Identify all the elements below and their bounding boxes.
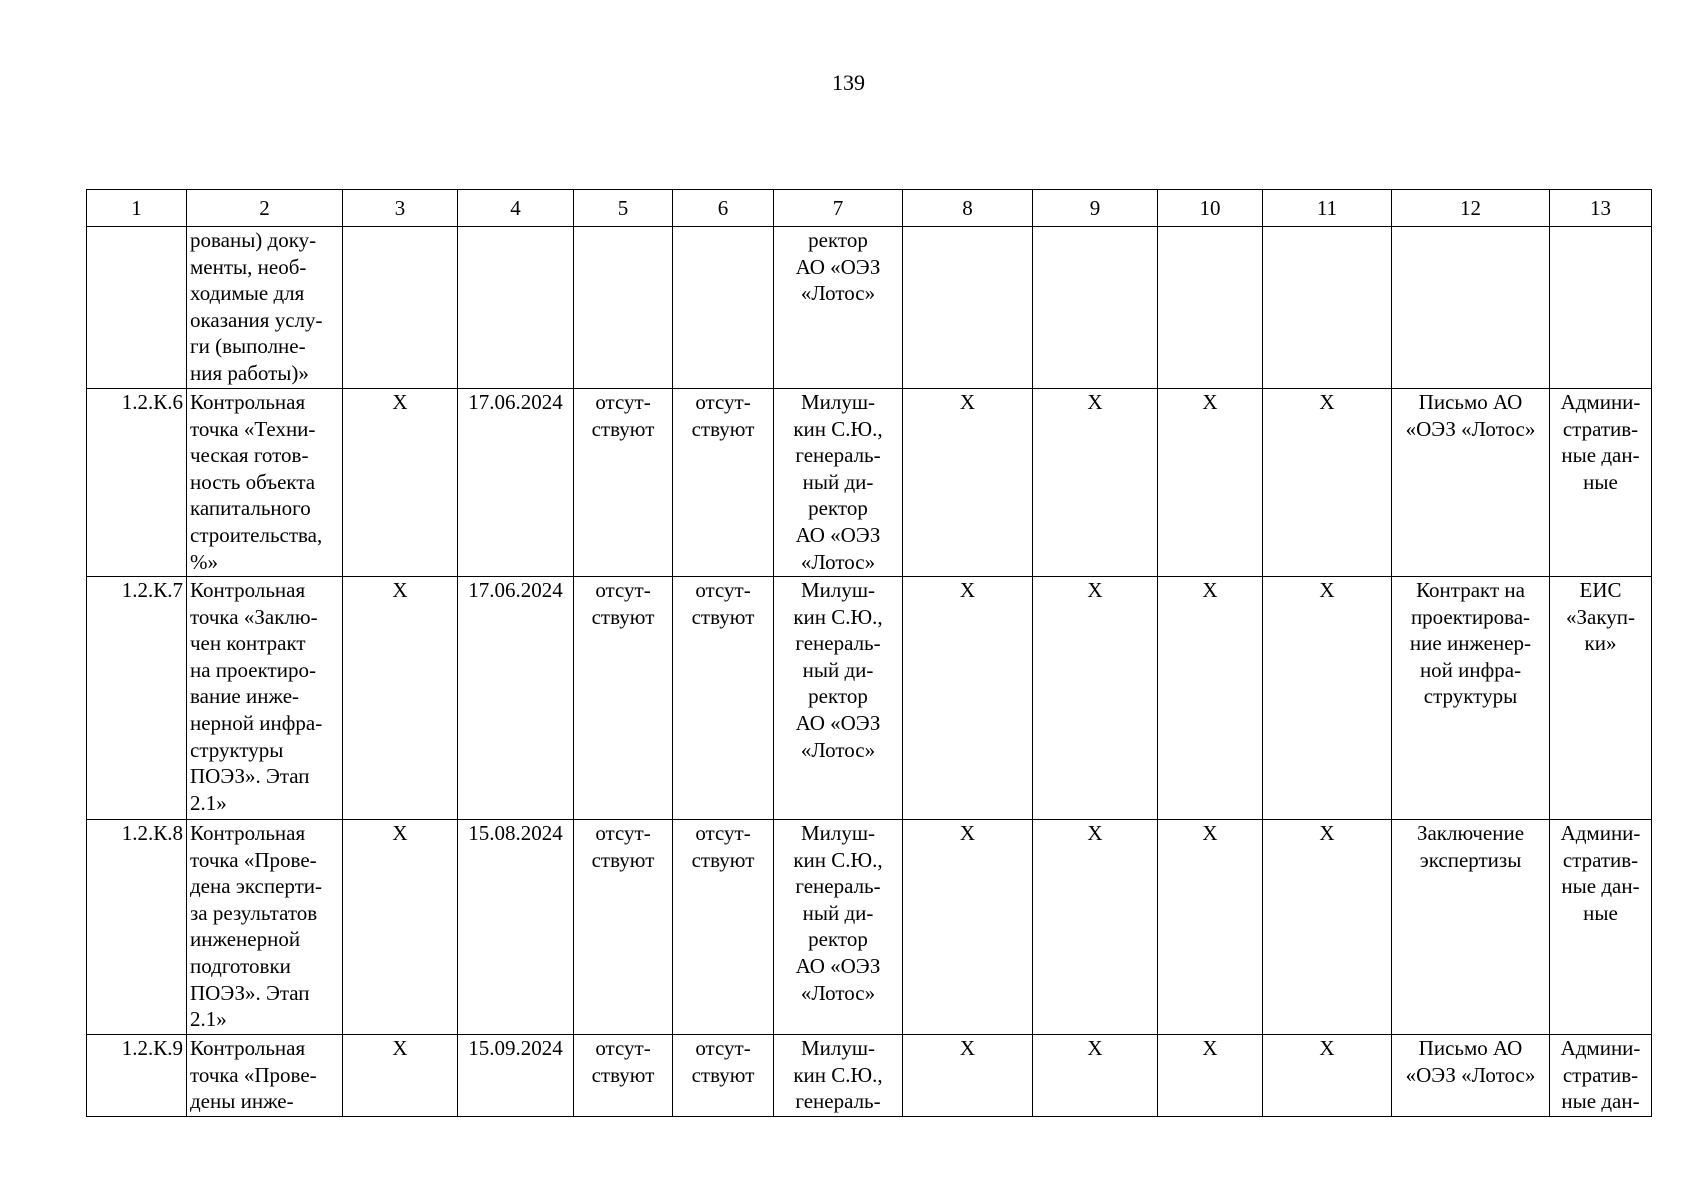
table-cell (1392, 820, 1550, 1035)
header-row (87, 190, 1652, 227)
cell-line: точка «Техни- (190, 416, 316, 441)
cell-line: 17.06.2024 (468, 578, 563, 602)
page-number: 139 (832, 70, 865, 95)
table-cell (1033, 1035, 1158, 1117)
cell-line: Милуш- (800, 390, 876, 414)
cell-line: ректор (808, 228, 868, 252)
cell-line: генераль- (795, 631, 881, 656)
cell-line: Админи- (1560, 390, 1641, 414)
cell-line: Х (959, 578, 976, 602)
table-cell (1033, 389, 1158, 577)
cell-line: отсут- (695, 1036, 751, 1060)
table-cell (1158, 1035, 1263, 1117)
cell-line: отсут- (595, 821, 651, 845)
table-cell (1263, 389, 1392, 577)
table-cell (1263, 1035, 1392, 1117)
cell-line: ный ди- (802, 657, 874, 682)
table-row (87, 820, 1652, 1035)
cell-line: ние инженер- (1409, 631, 1532, 656)
cell-line: ЕИС (1579, 578, 1622, 602)
cell-line: «Закуп- (1566, 604, 1635, 629)
table-cell (1033, 227, 1158, 389)
cell-line: строительства, (190, 522, 323, 547)
cell-line: ный ди- (802, 900, 874, 925)
cell-line: ПОЭЗ». Этап (190, 764, 310, 789)
table-cell (1392, 227, 1550, 389)
cell-line: Милуш- (800, 1036, 876, 1060)
cell-line: ной инфра- (1419, 657, 1522, 682)
cell-line: ные дан- (1561, 1089, 1640, 1114)
table-cell (343, 820, 458, 1035)
table-cell (774, 389, 903, 577)
cell-line: ные (1583, 469, 1618, 494)
cell-line: «Лотос» (800, 281, 876, 306)
table-cell (343, 389, 458, 577)
cell-line: чен контракт (190, 631, 306, 656)
cell-line: ки» (1584, 631, 1617, 656)
cell-line: 15.08.2024 (468, 821, 563, 845)
cell-line: стратив- (1562, 847, 1639, 872)
table-cell (1033, 577, 1158, 820)
cell-line: Х (1087, 390, 1103, 414)
cell-line: Х (1319, 390, 1335, 414)
table-cell (87, 1035, 187, 1117)
cell-line: «Лотос» (800, 737, 876, 762)
table-cell (1158, 577, 1263, 820)
cell-line: «ОЭЗ «Лотос» (1405, 1062, 1536, 1087)
table-cell (673, 227, 774, 389)
table-cell (458, 389, 574, 577)
cell-line: отсут- (595, 390, 651, 414)
cell-line: инженерной (190, 927, 301, 952)
table-cell (1550, 577, 1652, 820)
cell-line: 1.2.К.8 (121, 821, 183, 845)
cell-line: Контракт на (1416, 578, 1525, 602)
cell-line: Контрольная (190, 821, 306, 845)
table-cell (673, 577, 774, 820)
table-cell (574, 389, 673, 577)
table-cell (343, 1035, 458, 1117)
cell-line: 1.2.К.6 (121, 390, 183, 414)
table-cell (343, 227, 458, 389)
table-cell (774, 577, 903, 820)
cell-line: кин С.Ю., (793, 1062, 883, 1087)
cell-line: Х (1087, 578, 1103, 602)
table-cell (187, 577, 343, 820)
cell-line: Х (1087, 1036, 1103, 1060)
cell-line: ные (1583, 900, 1618, 925)
table-cell (1550, 227, 1652, 389)
cell-line: АО «ОЭЗ (795, 710, 881, 735)
table-cell (1550, 389, 1652, 577)
cell-line: генераль- (795, 874, 881, 899)
header-cell: 8 (903, 190, 1033, 227)
header-cell: 13 (1550, 190, 1652, 227)
cell-line: Х (1202, 578, 1218, 602)
cell-line: ния работы)» (190, 360, 309, 385)
cell-line: АО «ОЭЗ (795, 953, 881, 978)
cell-line: ствуют (691, 416, 755, 441)
cell-line: подготовки (190, 953, 291, 978)
cell-line: Х (392, 578, 408, 602)
cell-line: генераль- (795, 1089, 881, 1114)
header-cell: 3 (343, 190, 458, 227)
header-cell: 1 (87, 190, 187, 227)
table-cell (187, 389, 343, 577)
table-cell (903, 577, 1033, 820)
cell-line: Х (959, 1036, 976, 1060)
cell-line: Админи- (1560, 1036, 1641, 1060)
table-cell (458, 1035, 574, 1117)
header-cell: 4 (458, 190, 574, 227)
cell-line: Контрольная (190, 390, 306, 414)
cell-line: рованы) доку- (190, 228, 317, 252)
cell-line: ги (выполне- (190, 334, 306, 359)
table-body (87, 190, 1652, 1117)
table-cell (458, 227, 574, 389)
cell-line: Х (392, 390, 408, 414)
table-cell (673, 820, 774, 1035)
table-cell (458, 577, 574, 820)
table-cell (574, 1035, 673, 1117)
cell-line: кин С.Ю., (793, 847, 883, 872)
cell-line: ствуют (691, 847, 755, 872)
cell-line: Милуш- (800, 578, 876, 602)
cell-line: ствуют (591, 416, 655, 441)
cell-line: экспертизы (1419, 847, 1522, 872)
cell-line: Контрольная (190, 578, 306, 602)
table-cell (673, 389, 774, 577)
table-cell (87, 389, 187, 577)
cell-line: ректор (808, 496, 868, 521)
milestones-table (86, 189, 1652, 1117)
cell-line: дены инже- (190, 1089, 294, 1114)
table-cell (574, 820, 673, 1035)
cell-line: 2.1» (190, 1007, 227, 1032)
cell-line: нерной инфра- (190, 710, 323, 735)
table-cell (1392, 577, 1550, 820)
table-cell (774, 1035, 903, 1117)
cell-line: Контрольная (190, 1036, 306, 1060)
table-cell (87, 577, 187, 820)
cell-line: проектирова- (1410, 604, 1531, 629)
table-cell (574, 577, 673, 820)
cell-line: ные дан- (1561, 874, 1640, 899)
header-cell: 2 (187, 190, 343, 227)
cell-line: структуры (1423, 684, 1518, 709)
table-cell (1158, 820, 1263, 1035)
cell-line: оказания услу- (190, 307, 323, 332)
cell-line: АО «ОЭЗ (795, 254, 881, 279)
table-cell (1263, 227, 1392, 389)
cell-line: за результатов (190, 900, 318, 925)
cell-line: на проектиро- (190, 657, 316, 682)
cell-line: Милуш- (800, 821, 876, 845)
cell-line: Х (1202, 1036, 1218, 1060)
header-cell: 12 (1392, 190, 1550, 227)
header-cell: 7 (774, 190, 903, 227)
cell-line: Админи- (1560, 821, 1641, 845)
table-cell (87, 820, 187, 1035)
cell-line: ческая готов- (190, 443, 309, 468)
cell-line: ректор (808, 684, 868, 709)
cell-line: ность объекта (190, 469, 316, 494)
cell-line: Х (959, 390, 976, 414)
table-cell (673, 1035, 774, 1117)
cell-line: Х (392, 1036, 408, 1060)
table-cell (187, 227, 343, 389)
header-cell: 10 (1158, 190, 1263, 227)
cell-line: 15.09.2024 (468, 1036, 563, 1060)
cell-line: ные дан- (1561, 443, 1640, 468)
cell-line: точка «Прове- (190, 1062, 317, 1087)
cell-line: %» (190, 549, 218, 574)
table-cell (774, 227, 903, 389)
header-cell: 6 (673, 190, 774, 227)
cell-line: Х (1319, 1036, 1335, 1060)
cell-line: 1.2.К.9 (121, 1036, 183, 1060)
cell-line: отсут- (695, 821, 751, 845)
cell-line: отсут- (695, 578, 751, 602)
cell-line: ходимые для (190, 281, 305, 306)
cell-line: ректор (808, 927, 868, 952)
table-cell (903, 820, 1033, 1035)
table-cell (903, 227, 1033, 389)
cell-line: ный ди- (802, 469, 874, 494)
cell-line: Х (1319, 578, 1335, 602)
cell-line: точка «Заклю- (190, 604, 318, 629)
table-cell (903, 1035, 1033, 1117)
cell-line: генераль- (795, 443, 881, 468)
cell-line: ствуют (591, 604, 655, 629)
cell-line: менты, необ- (190, 254, 307, 279)
cell-line: вание инже- (190, 684, 300, 709)
table-row (87, 1035, 1652, 1117)
cell-line: кин С.Ю., (793, 416, 883, 441)
table-row (87, 227, 1652, 389)
cell-line: Письмо АО (1418, 1036, 1523, 1060)
table-cell (458, 820, 574, 1035)
cell-line: Письмо АО (1418, 390, 1523, 414)
cell-line: Х (392, 821, 408, 845)
table-cell (187, 820, 343, 1035)
cell-line: 2.1» (190, 790, 227, 815)
cell-line: точка «Прове- (190, 847, 317, 872)
cell-line: 1.2.К.7 (121, 578, 183, 602)
cell-line: ствуют (591, 1062, 655, 1087)
table-cell (343, 577, 458, 820)
table-cell (1263, 820, 1392, 1035)
cell-line: отсут- (695, 390, 751, 414)
cell-line: Х (959, 821, 976, 845)
table-cell (187, 1035, 343, 1117)
cell-line: ствуют (691, 604, 755, 629)
table-cell (1158, 227, 1263, 389)
cell-line: АО «ОЭЗ (795, 522, 881, 547)
cell-line: Х (1202, 390, 1218, 414)
table-cell (1158, 389, 1263, 577)
table-cell (1550, 1035, 1652, 1117)
header-cell: 5 (574, 190, 673, 227)
header-cell: 9 (1033, 190, 1158, 227)
table-cell (574, 227, 673, 389)
cell-line: кин С.Ю., (793, 604, 883, 629)
cell-line: ПОЭЗ». Этап (190, 980, 310, 1005)
cell-line: ствуют (591, 847, 655, 872)
cell-line: Х (1087, 821, 1103, 845)
table-cell (774, 820, 903, 1035)
cell-line: отсут- (595, 578, 651, 602)
header-cell: 11 (1263, 190, 1392, 227)
table-cell (1033, 820, 1158, 1035)
table-cell (1392, 389, 1550, 577)
cell-line: «ОЭЗ «Лотос» (1405, 416, 1536, 441)
cell-line: капитального (190, 496, 311, 521)
cell-line: стратив- (1562, 416, 1639, 441)
cell-line: стратив- (1562, 1062, 1639, 1087)
table-cell (1550, 820, 1652, 1035)
table-cell (903, 389, 1033, 577)
cell-line: Х (1202, 821, 1218, 845)
cell-line: Х (1319, 821, 1335, 845)
cell-line: «Лотос» (800, 549, 876, 574)
table-cell (87, 227, 187, 389)
cell-line: структуры (190, 737, 284, 762)
cell-line: дена эксперти- (190, 874, 323, 899)
cell-line: отсут- (595, 1036, 651, 1060)
table-cell (1392, 1035, 1550, 1117)
cell-line: ствуют (691, 1062, 755, 1087)
cell-line: «Лотос» (800, 980, 876, 1005)
table-row (87, 577, 1652, 820)
table-row (87, 389, 1652, 577)
cell-line: 17.06.2024 (468, 390, 563, 414)
cell-line: Заключение (1416, 821, 1525, 845)
table-cell (1263, 577, 1392, 820)
